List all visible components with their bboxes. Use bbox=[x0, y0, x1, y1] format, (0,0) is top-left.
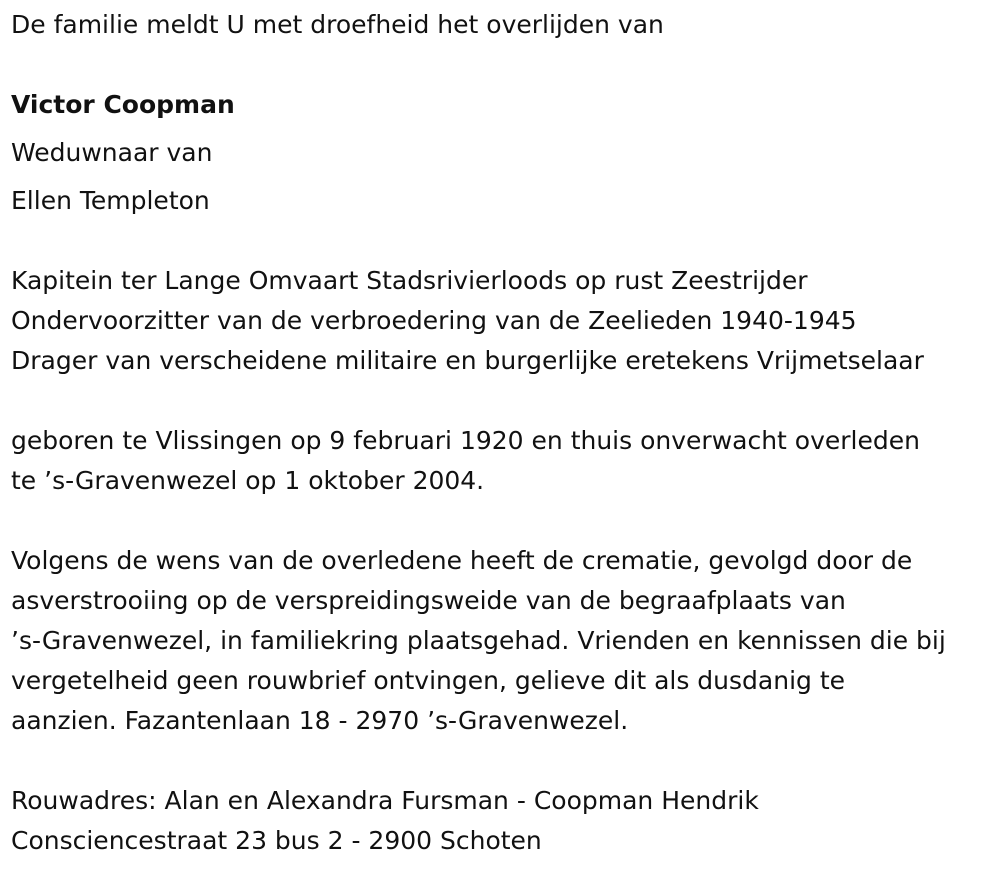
ceremony-line: asverstrooiing op de verspreidingsweide van de begraafplaats van bbox=[11, 586, 846, 615]
mourning-address-line: Consciencestraat 23 bus 2 - 2900 Schoten bbox=[11, 826, 542, 855]
spouse-name: Ellen Templeton bbox=[11, 186, 210, 215]
ceremony-line: vergetelheid geen rouwbrief ontvingen, gelieve dit als dusdanig te bbox=[11, 666, 846, 695]
relation-label: Weduwnaar van bbox=[11, 138, 213, 167]
intro-text: De familie meldt U met droefheid het overlijden van bbox=[11, 10, 664, 39]
mourning-address-line: Rouwadres: Alan en Alexandra Fursman - Coopman Hendrik bbox=[11, 786, 759, 815]
ceremony-line: Volgens de wens van de overledene heeft de crematie, gevolgd door de bbox=[11, 546, 913, 575]
ceremony-line: ’s-Gravenwezel, in familiekring plaatsgehad. Vrienden en kennissen die bij bbox=[11, 626, 946, 655]
deceased-name: Victor Coopman bbox=[11, 90, 235, 119]
birth-death-line: te ’s-Gravenwezel op 1 oktober 2004. bbox=[11, 466, 485, 495]
ceremony-line: aanzien. Fazantenlaan 18 - 2970 ’s-Gravenwezel. bbox=[11, 706, 629, 735]
titles-line: Ondervoorzitter van de verbroedering van de Zeelieden 1940-1945 bbox=[11, 306, 857, 335]
birth-death-line: geboren te Vlissingen op 9 februari 1920 en thuis onverwacht overleden bbox=[11, 426, 920, 455]
titles-line: Kapitein ter Lange Omvaart Stadsrivierloods op rust Zeestrijder bbox=[11, 266, 808, 295]
titles-line: Drager van verscheidene militaire en burgerlijke eretekens Vrijmetselaar bbox=[11, 346, 924, 375]
